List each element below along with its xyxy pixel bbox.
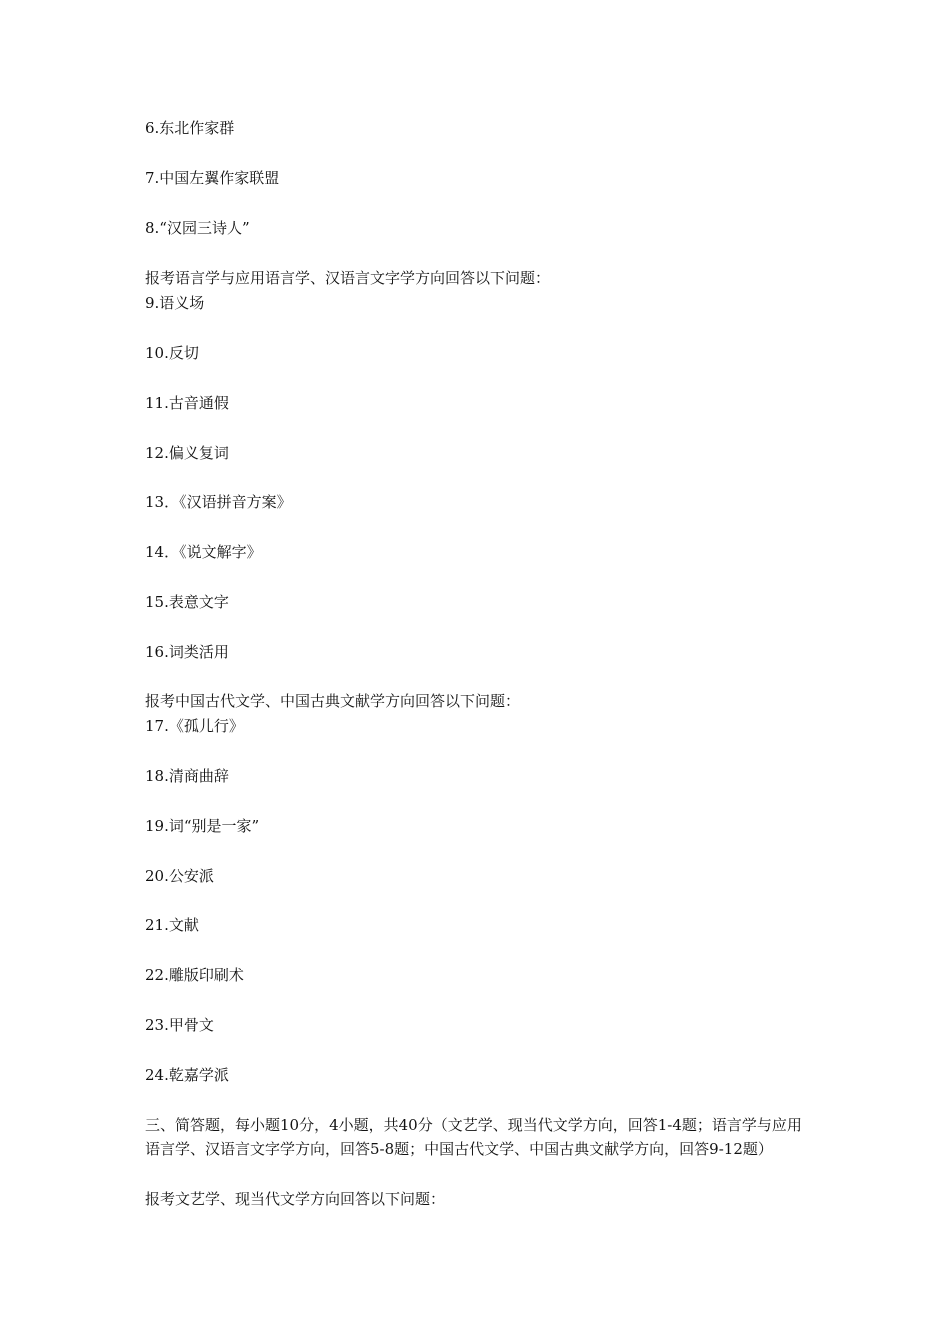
- term-item-10: 10.反切: [145, 344, 199, 362]
- term-item-15: 15.表意文字: [145, 593, 229, 611]
- section-heading-linguistics: 报考语言学与应用语言学、汉语言文字学方向回答以下问题：: [145, 269, 551, 287]
- part-three-title: 三、简答题，每小题10分，4小题，共40分（文艺学、现当代文学方向，回答1-4题；语言学与应用语言学、汉语言文字学方向，回答5-8题；中国古代文学、中国古典文献学方向，回答9-12题）: [145, 1116, 802, 1158]
- term-item-22: 22.雕版印刷术: [145, 966, 244, 984]
- term-item-13: 13．《汉语拼音方案》: [145, 493, 292, 511]
- term-item-19: 19.词“别是一家”: [145, 817, 260, 835]
- term-item-23: 23.甲骨文: [145, 1016, 214, 1034]
- term-item-16: 16.词类活用: [145, 643, 229, 661]
- section-heading-classical: 报考中国古代文学、中国古典文献学方向回答以下问题：: [145, 692, 521, 710]
- term-item-7: 7.中国左翼作家联盟: [145, 169, 280, 187]
- term-item-11: 11.古音通假: [145, 394, 229, 412]
- document-page: [145, 0, 820, 1344]
- term-item-6: 6.东北作家群: [145, 119, 235, 137]
- term-item-17: 17.《孤儿行》: [145, 717, 244, 735]
- term-item-20: 20.公安派: [145, 867, 214, 885]
- term-item-21: 21.文献: [145, 916, 199, 934]
- term-item-12: 12.偏义复词: [145, 444, 229, 462]
- term-item-9: 9.语义场: [145, 294, 205, 312]
- term-item-14: 14．《说文解字》: [145, 543, 262, 561]
- term-item-8: 8.“汉园三诗人”: [145, 219, 250, 237]
- term-item-18: 18.清商曲辞: [145, 767, 229, 785]
- section-heading-literary-theory: 报考文艺学、现当代文学方向回答以下问题：: [145, 1190, 446, 1208]
- term-item-24: 24.乾嘉学派: [145, 1066, 229, 1084]
